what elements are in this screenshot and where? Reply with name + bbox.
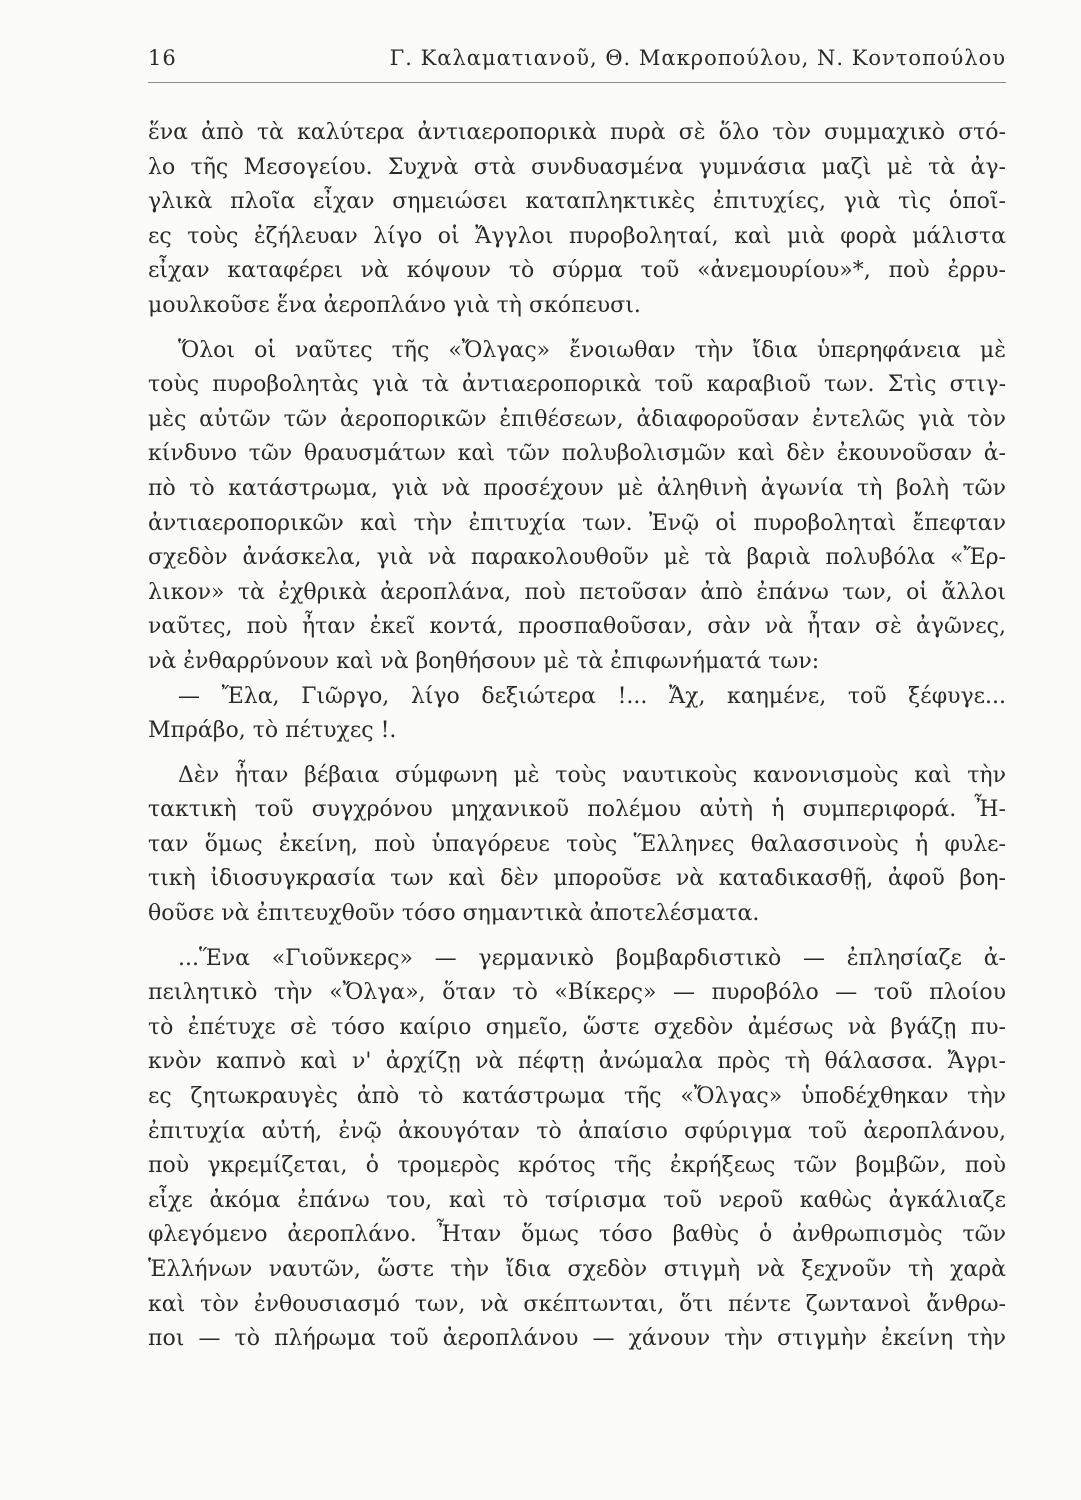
paragraph-1 (148, 116, 1006, 324)
text-line: καὶ τὸν ἐνθουσιασμό των, νὰ σκέπτωνται, ὅτι πέντε ζωντανοὶ ἄνθρω- (148, 1291, 1006, 1317)
text-line: τοὺς πυροβολητὰς γιὰ τὰ ἀντιαεροπορικὰ τοῦ καραβιοῦ των. Στὶς στιγ- (148, 372, 1006, 398)
text-line: ἐπιτυχία αὐτή, ἐνῷ ἀκουγόταν τὸ ἀπαίσιο σφύριγμα τοῦ ἀεροπλάνου, (148, 1118, 1006, 1144)
text-line: ...Ἕνα «Γιοῦνκερς» — γερμανικὸ βομβαρδιστικὸ — ἐπλησίαζε ἀ- (178, 945, 1006, 971)
text-line: ταν ὅμως ἐκείνη, ποὺ ὑπαγόρευε τοὺς Ἕλληνες θαλασσινοὺς ἡ φυλε- (148, 831, 1006, 857)
text-line: Ὅλοι οἱ ναῦτες τῆς «Ὄλγας» ἔνοιωθαν τὴν ἴδια ὑπερηφάνεια μὲ (178, 337, 1006, 363)
text-line: Δὲν ἦταν βέβαια σύμφωνη μὲ τοὺς ναυτικοὺς κανονισμοὺς καὶ τὴν (178, 762, 1006, 788)
text-line: μὲς αὐτῶν τῶν ἀεροπορικῶν ἐπιθέσεων, ἀδιαφοροῦσαν ἐντελῶς γιὰ τὸν (148, 406, 1006, 432)
paragraph-4 (148, 759, 1006, 932)
text-line: κνὸν καπνὸ καὶ ν' ἀρχίζῃ νὰ πέφτῃ ἀνώμαλα πρὸς τὴ θάλασσα. Ἄγρι- (148, 1049, 1006, 1075)
paragraph-gap (148, 749, 1006, 759)
text-line: ποὺ γκρεμίζεται, ὁ τρομερὸς κρότος τῆς ἐκρήξεως τῶν βομβῶν, ποὺ (148, 1153, 1006, 1179)
running-head-authors: Γ. Καλαματιανοῦ, Θ. Μακροπούλου, Ν. Κοντοπούλου (389, 46, 1006, 70)
paragraph-5 (148, 942, 1006, 1357)
paragraph-gap (148, 932, 1006, 942)
text-line: τακτικὴ τοῦ συγχρόνου μηχανικοῦ πολέμου αὐτὴ ἡ συμπεριφορά. Ἦ- (148, 797, 1006, 823)
body-text (148, 116, 1006, 1357)
paragraph-2 (148, 334, 1006, 680)
text-line: κίνδυνο τῶν θραυσμάτων καὶ τῶν πολυβολισμῶν καὶ δὲν ἐκουνοῦσαν ἀ- (148, 441, 1006, 467)
text-line: λο τῆς Μεσογείου. Συχνὰ στὰ συνδυασμένα γυμνάσια μαζὶ μὲ τὰ ἀγ- (148, 154, 1006, 180)
text-line: σχεδὸν ἀνάσκελα, γιὰ νὰ παρακολουθοῦν μὲ τὰ βαριὰ πολυβόλα «Ἔρ- (148, 545, 1006, 571)
text-line: γλικὰ πλοῖα εἶχαν σημειώσει καταπληκτικὲς ἐπιτυχίες, γιὰ τὶς ὁποῖ- (148, 189, 1006, 215)
text-line: λικον» τὰ ἐχθρικὰ ἀεροπλάνα, ποὺ πετοῦσαν ἀπὸ ἐπάνω των, οἱ ἄλλοι (148, 579, 1006, 605)
text-line: φλεγόμενο ἀεροπλάνο. Ἦταν ὅμως τόσο βαθὺς ὁ ἀνθρωπισμὸς τῶν (148, 1222, 1006, 1248)
text-line: μουλκοῦσε ἕνα ἀεροπλάνο γιὰ τὴ σκόπευσι. (148, 292, 641, 318)
text-line: ες τοὺς ἐζήλευαν λίγο οἱ Ἄγγλοι πυροβοληταί, καὶ μιὰ φορὰ μάλιστα (148, 223, 1006, 249)
text-line: θοῦσε νὰ ἐπιτευχθοῦν τόσο σημαντικὰ ἀποτελέσματα. (148, 901, 760, 927)
text-line: ἀντιαεροπορικῶν καὶ τὴν ἐπιτυχία των. Ἐνῷ οἱ πυροβοληταὶ ἔπεφταν (148, 510, 1006, 536)
header-rule (148, 82, 1006, 83)
text-line: ες ζητωκραυγὲς ἀπὸ τὸ κατάστρωμα τῆς «Ὄλγας» ὑποδέχθηκαν τὴν (148, 1084, 1006, 1110)
paragraph-gap (148, 324, 1006, 334)
text-line: — Ἔλα, Γιῶργο, λίγο δεξιώτερα !... Ἄχ, καημένε, τοῦ ξέφυγε... (178, 683, 1006, 709)
page-number: 16 (148, 46, 177, 70)
text-line: νὰ ἐνθαρρύνουν καὶ νὰ βοηθήσουν μὲ τὰ ἐπιφωνήματά των: (148, 648, 820, 674)
text-line: ναῦτες, ποὺ ἦταν ἐκεῖ κοντά, προσπαθοῦσαν, σὰν νὰ ἦταν σὲ ἀγῶνες, (148, 614, 1006, 640)
text-line: Ἑλλήνων ναυτῶν, ὥστε τὴν ἴδια σχεδὸν στιγμὴ νὰ ξεχνοῦν τὴ χαρὰ (148, 1257, 1006, 1282)
paragraph-3-dialogue (148, 680, 1006, 749)
page-header (148, 40, 1006, 80)
text-line: τικὴ ἰδιοσυγκρασία των καὶ δὲν μποροῦσε νὰ καταδικασθῇ, ἀφοῦ βοη- (148, 866, 1006, 892)
text-line: ποι — τὸ πλήρωμα τοῦ ἀεροπλάνου — χάνουν τὴν στιγμὴν ἐκείνη τὴν (148, 1326, 1006, 1352)
text-line: ἕνα ἀπὸ τὰ καλύτερα ἀντιαεροπορικὰ πυρὰ σὲ ὅλο τὸν συμμαχικὸ στό- (148, 120, 1006, 145)
text-line: πειλητικὸ τὴν «Ὄλγα», ὅταν τὸ «Βίκερς» — πυροβόλο — τοῦ πλοίου (148, 980, 1006, 1006)
text-line: Μπράβο, τὸ πέτυχες !. (148, 718, 397, 744)
text-line: εἶχαν καταφέρει νὰ κόψουν τὸ σύρμα τοῦ «ἀνεμουρίου»*, ποὺ ἐρρυ- (148, 258, 1006, 284)
text-line: πὸ τὸ κατάστρωμα, γιὰ νὰ προσέχουν μὲ ἀληθινὴ ἀγωνία τὴ βολὴ τῶν (148, 475, 1006, 501)
text-line: εἶχε ἀκόμα ἐπάνω του, καὶ τὸ τσίρισμα τοῦ νεροῦ καθὼς ἀγκάλιαζε (148, 1187, 1006, 1213)
text-line: τὸ ἐπέτυχε σὲ τόσο καίριο σημεῖο, ὥστε σχεδὸν ἀμέσως νὰ βγάζῃ πυ- (148, 1014, 1006, 1040)
